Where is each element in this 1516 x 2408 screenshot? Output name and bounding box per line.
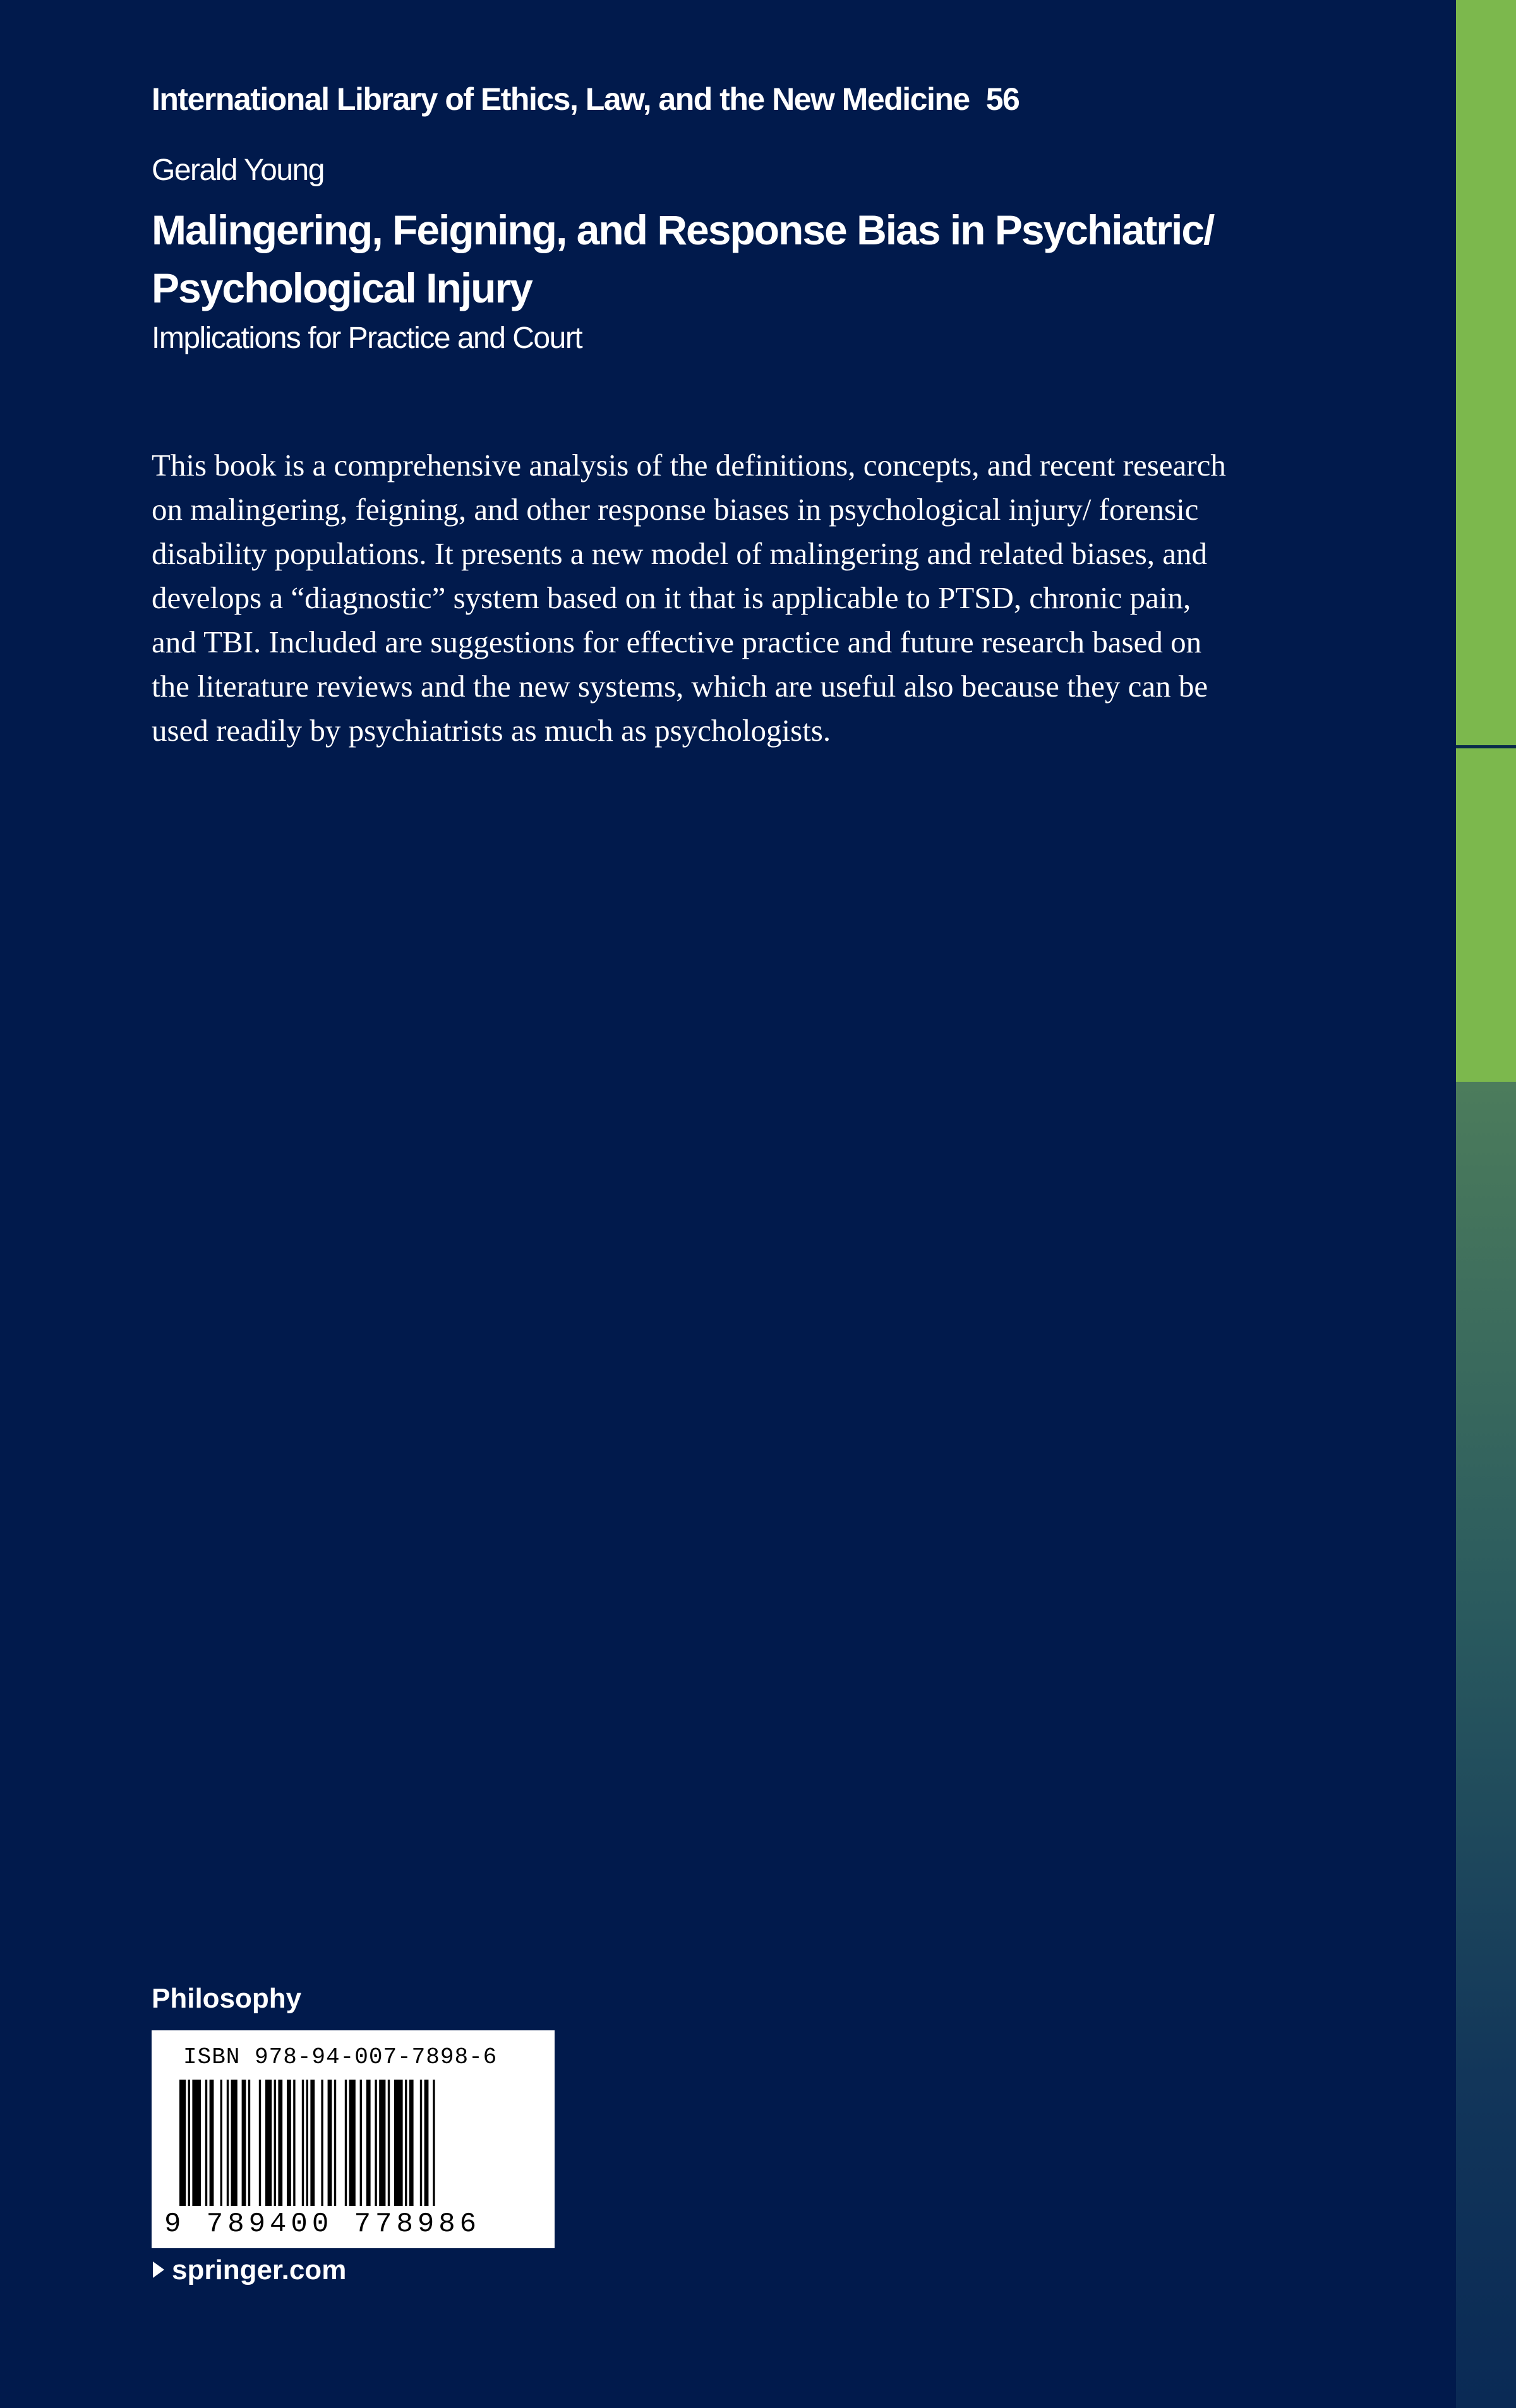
subject-label: Philosophy (152, 1983, 302, 2014)
blurb-text (152, 443, 1352, 753)
author-name: Gerald Young (152, 153, 324, 187)
spine-edge (1456, 0, 1516, 2408)
arrow-right-icon (152, 2255, 165, 2286)
book-title (152, 201, 1289, 317)
book-subtitle: Implications for Practice and Court (152, 321, 582, 355)
series-number: 56 (985, 81, 1020, 117)
isbn-text: ISBN 978-94-007-7898-6 (183, 2044, 498, 2070)
spine-green-band-lower (1456, 748, 1516, 1082)
series-line (152, 81, 1019, 117)
title-line: Malingering, Feigning, and Response Bias in Psychiatric/ (152, 207, 1214, 253)
website-link[interactable] (152, 2255, 346, 2286)
ean-digits: 9 789400 778986 (164, 2208, 481, 2240)
blurb-line: disability populations. It presents a new model of malingering and related biases, and (152, 536, 1208, 571)
blurb-line: develops a “diagnostic” system based on it that is applicable to PTSD, chronic pain, (152, 580, 1191, 615)
blurb-line: used readily by psychiatrists as much as psychologists. (152, 713, 831, 748)
barcode-box (152, 2030, 555, 2248)
blurb-line: on malingering, feigning, and other response biases in psychological injury/ forensic (152, 492, 1199, 527)
blurb-line: and TBI. Included are suggestions for effective practice and future research based on (152, 625, 1202, 659)
barcode-bars (177, 2080, 531, 2215)
spine-green-band (1456, 0, 1516, 745)
spine-gradient-band (1456, 1082, 1516, 2408)
blurb-line: the literature reviews and the new systems, which are useful also because they can be (152, 669, 1208, 704)
blurb-line: This book is a comprehensive analysis of the definitions, concepts, and recent research (152, 448, 1226, 482)
series-name: International Library of Ethics, Law, and the New Medicine (152, 81, 970, 117)
website-label: springer.com (172, 2255, 347, 2285)
title-line: Psychological Injury (152, 265, 532, 311)
